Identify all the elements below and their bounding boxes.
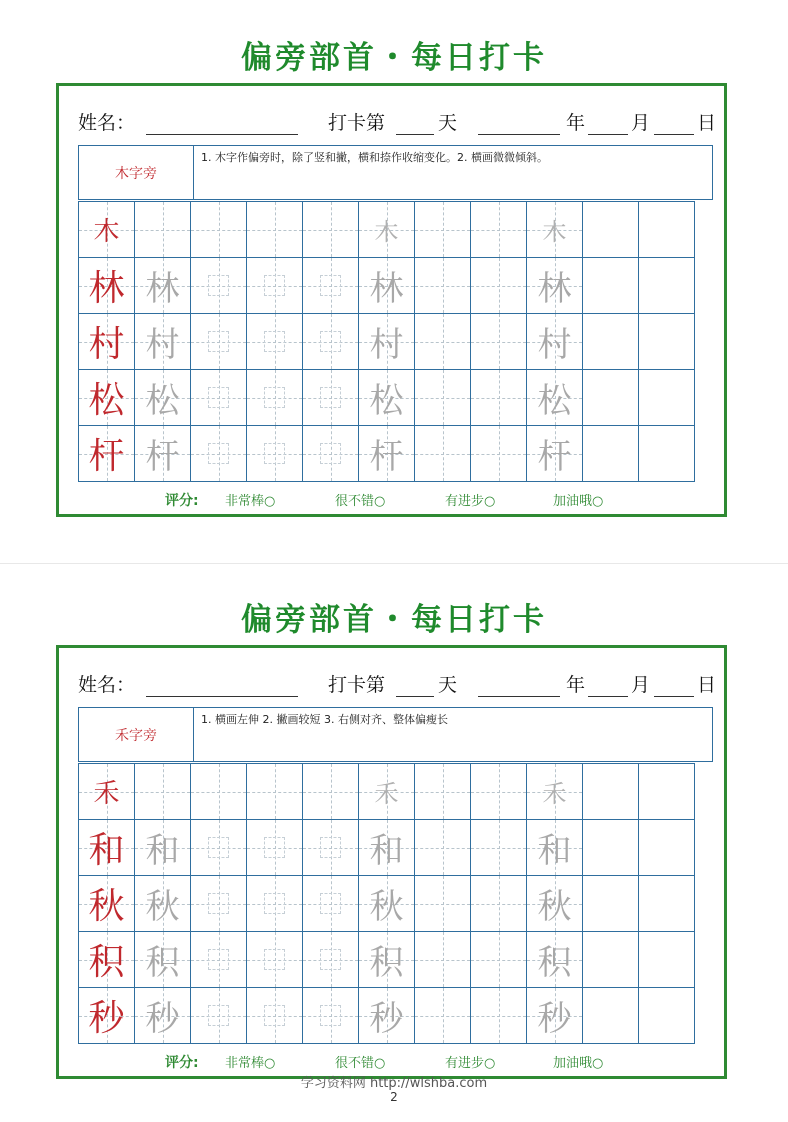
grid-cell[interactable] — [526, 201, 583, 258]
trace-char: 松 — [145, 381, 180, 421]
grid-cell[interactable] — [470, 257, 527, 314]
name-blank[interactable] — [146, 696, 298, 697]
grid-cell[interactable] — [470, 313, 527, 370]
model-char: 秒 — [88, 998, 125, 1039]
guide-line-vertical — [443, 764, 444, 819]
practice-grid — [78, 763, 705, 1048]
guide-line-vertical — [443, 314, 444, 369]
grid-cell[interactable] — [414, 931, 471, 988]
practice-square — [264, 387, 285, 408]
grid-cell[interactable] — [582, 875, 639, 932]
trace-char: 秒 — [369, 999, 404, 1039]
grid-cell[interactable] — [190, 987, 247, 1044]
year-blank[interactable] — [478, 696, 560, 697]
trace-char: 杆 — [145, 437, 180, 477]
month-label: 月 — [631, 112, 651, 134]
grid-cell[interactable] — [190, 875, 247, 932]
grid-cell[interactable] — [190, 931, 247, 988]
guide-line-vertical — [499, 314, 500, 369]
writing-tip: 1. 横画左伸 2. 撇画较短 3. 右侧对齐、整体偏瘦长 — [201, 713, 448, 726]
grid-cell[interactable] — [414, 875, 471, 932]
grid-cell[interactable] — [358, 875, 415, 932]
practice-card — [56, 645, 727, 1079]
grid-cell[interactable] — [470, 763, 527, 820]
grid-cell[interactable] — [78, 425, 135, 482]
grid-cell[interactable] — [78, 987, 135, 1044]
day-suffix: 天 — [438, 674, 458, 696]
trace-char: 秋 — [537, 887, 572, 927]
grid-cell[interactable] — [470, 425, 527, 482]
grid-cell[interactable] — [134, 819, 191, 876]
grid-cell[interactable] — [78, 819, 135, 876]
grid-cell[interactable] — [190, 763, 247, 820]
guide-line-vertical — [275, 764, 276, 819]
guide-line-vertical — [443, 370, 444, 425]
guide-line-vertical — [443, 258, 444, 313]
practice-square — [208, 893, 229, 914]
grid-cell[interactable] — [302, 763, 359, 820]
practice-square — [208, 331, 229, 352]
grid-cell[interactable] — [638, 201, 695, 258]
guide-line-vertical — [443, 932, 444, 987]
grid-cell[interactable] — [470, 201, 527, 258]
name-blank[interactable] — [146, 134, 298, 135]
grid-cell[interactable] — [246, 987, 303, 1044]
trace-char: 村 — [145, 325, 180, 365]
trace-char: 林 — [369, 269, 404, 309]
grid-cell[interactable] — [414, 425, 471, 482]
model-char: 松 — [88, 380, 125, 421]
grid-cell[interactable] — [246, 257, 303, 314]
page-number: 2 — [390, 1090, 398, 1104]
score-option-progress[interactable]: 有进步○ — [445, 494, 496, 509]
grid-cell[interactable] — [526, 369, 583, 426]
trace-char: 积 — [369, 943, 404, 983]
grid-cell[interactable] — [302, 369, 359, 426]
name-label: 姓名： — [78, 112, 136, 134]
grid-cell[interactable] — [414, 201, 471, 258]
grid-cell[interactable] — [638, 931, 695, 988]
guide-line-vertical — [443, 820, 444, 875]
trace-char: 积 — [537, 943, 572, 983]
score-option-progress[interactable]: 有进步○ — [445, 1056, 496, 1071]
grid-cell[interactable] — [582, 313, 639, 370]
practice-square — [264, 837, 285, 858]
grid-cell[interactable] — [638, 875, 695, 932]
grid-cell[interactable] — [134, 875, 191, 932]
grid-cell[interactable] — [246, 875, 303, 932]
grid-cell[interactable] — [526, 313, 583, 370]
guide-line-vertical — [275, 202, 276, 257]
model-char: 积 — [88, 942, 125, 983]
grid-cell[interactable] — [638, 257, 695, 314]
grid-cell[interactable] — [470, 369, 527, 426]
grid-cell[interactable] — [470, 819, 527, 876]
practice-square — [264, 949, 285, 970]
grid-cell[interactable] — [582, 987, 639, 1044]
grid-cell[interactable] — [302, 313, 359, 370]
grid-cell[interactable] — [526, 257, 583, 314]
guide-line-vertical — [499, 988, 500, 1043]
grid-cell[interactable] — [638, 313, 695, 370]
trace-char: 林 — [145, 269, 180, 309]
grid-cell[interactable] — [526, 875, 583, 932]
guide-line-vertical — [443, 988, 444, 1043]
grid-cell[interactable] — [358, 313, 415, 370]
trace-char: 杆 — [369, 437, 404, 477]
date-label: 日 — [697, 112, 717, 134]
grid-cell[interactable] — [246, 201, 303, 258]
guide-line-vertical — [443, 876, 444, 931]
grid-cell[interactable] — [302, 987, 359, 1044]
guide-line-vertical — [499, 258, 500, 313]
practice-square — [208, 443, 229, 464]
grid-cell[interactable] — [78, 875, 135, 932]
name-label: 姓名： — [78, 674, 136, 696]
practice-square — [320, 443, 341, 464]
grid-cell[interactable] — [358, 763, 415, 820]
grid-cell[interactable] — [526, 931, 583, 988]
grid-cell[interactable] — [246, 369, 303, 426]
grid-cell[interactable] — [134, 425, 191, 482]
grid-cell[interactable] — [358, 369, 415, 426]
page-separator — [0, 563, 788, 564]
grid-cell[interactable] — [134, 201, 191, 258]
grid-cell[interactable] — [302, 875, 359, 932]
score-option-excellent[interactable]: 非常棒○ — [225, 1056, 276, 1071]
practice-square — [264, 275, 285, 296]
grid-cell[interactable] — [190, 257, 247, 314]
grid-cell[interactable] — [358, 987, 415, 1044]
grid-cell[interactable] — [638, 425, 695, 482]
month-blank[interactable] — [588, 134, 628, 135]
card-header — [78, 108, 718, 138]
guide-line-vertical — [499, 820, 500, 875]
info-box — [78, 707, 713, 762]
score-option-keep-going[interactable]: 加油哦○ — [553, 1056, 604, 1071]
page-title: 偏旁部首・每日打卡 — [241, 602, 547, 638]
trace-char: 秒 — [537, 999, 572, 1039]
grid-cell[interactable] — [470, 987, 527, 1044]
grid-cell[interactable] — [302, 931, 359, 988]
practice-square — [208, 1005, 229, 1026]
score-option-keep-going[interactable]: 加油哦○ — [553, 494, 604, 509]
grid-cell[interactable] — [134, 369, 191, 426]
grid-cell[interactable] — [246, 819, 303, 876]
card-header — [78, 670, 718, 700]
score-label: 评分: — [165, 493, 199, 509]
grid-cell[interactable] — [246, 313, 303, 370]
month-label: 月 — [631, 674, 651, 696]
guide-line-vertical — [443, 202, 444, 257]
practice-square — [264, 443, 285, 464]
date-blank[interactable] — [654, 696, 694, 697]
grid-cell[interactable] — [190, 425, 247, 482]
year-label: 年 — [566, 112, 586, 134]
grid-cell[interactable] — [582, 369, 639, 426]
model-char: 秋 — [88, 886, 125, 927]
day-prefix: 打卡第 — [328, 674, 386, 696]
score-option-excellent[interactable]: 非常棒○ — [225, 494, 276, 509]
model-char: 和 — [88, 830, 125, 871]
grid-cell[interactable] — [302, 819, 359, 876]
radical-trace-char: 木 — [542, 218, 567, 246]
site-footer: 学习资料网 http://wlshba.com — [300, 1076, 488, 1091]
grid-cell[interactable] — [358, 819, 415, 876]
day-blank[interactable] — [396, 696, 434, 697]
guide-line-vertical — [499, 876, 500, 931]
trace-char: 松 — [369, 381, 404, 421]
radical-model-char: 木 — [93, 217, 120, 247]
grid-cell[interactable] — [190, 313, 247, 370]
guide-line-vertical — [499, 202, 500, 257]
score-option-good[interactable]: 很不错○ — [335, 494, 386, 509]
grid-cell[interactable] — [134, 257, 191, 314]
guide-line-vertical — [219, 764, 220, 819]
grid-cell[interactable] — [414, 763, 471, 820]
grid-cell[interactable] — [134, 763, 191, 820]
date-blank[interactable] — [654, 134, 694, 135]
grid-cell[interactable] — [134, 313, 191, 370]
grid-cell[interactable] — [582, 819, 639, 876]
grid-cell[interactable] — [414, 369, 471, 426]
radical-trace-char: 禾 — [374, 780, 399, 808]
day-suffix: 天 — [438, 112, 458, 134]
grid-cell[interactable] — [78, 201, 135, 258]
writing-tip: 1. 木字作偏旁时，除了竖和撇，横和捺作收缩变化。2. 横画微微倾斜。 — [201, 151, 548, 164]
trace-char: 和 — [145, 831, 180, 871]
grid-cell[interactable] — [190, 201, 247, 258]
practice-square — [320, 387, 341, 408]
radical-trace-char: 禾 — [542, 780, 567, 808]
guide-line-vertical — [499, 932, 500, 987]
model-char: 杆 — [88, 436, 125, 477]
radical-model-char: 禾 — [93, 779, 120, 809]
radical-label: 禾字旁 — [79, 708, 194, 761]
radical-label: 木字旁 — [79, 146, 194, 199]
grid-cell[interactable] — [526, 763, 583, 820]
practice-square — [320, 1005, 341, 1026]
grid-cell[interactable] — [470, 931, 527, 988]
grid-cell[interactable] — [358, 931, 415, 988]
practice-square — [264, 1005, 285, 1026]
practice-square — [208, 275, 229, 296]
year-label: 年 — [566, 674, 586, 696]
grid-cell[interactable] — [190, 369, 247, 426]
month-blank[interactable] — [588, 696, 628, 697]
grid-cell[interactable] — [358, 425, 415, 482]
grid-cell[interactable] — [190, 819, 247, 876]
grid-cell[interactable] — [246, 763, 303, 820]
grid-cell[interactable] — [526, 987, 583, 1044]
grid-cell[interactable] — [78, 931, 135, 988]
trace-char: 杆 — [537, 437, 572, 477]
grid-cell[interactable] — [78, 313, 135, 370]
grid-cell[interactable] — [414, 987, 471, 1044]
info-box — [78, 145, 713, 200]
guide-line-vertical — [163, 202, 164, 257]
grid-cell[interactable] — [582, 201, 639, 258]
practice-square — [320, 893, 341, 914]
grid-cell[interactable] — [526, 425, 583, 482]
grid-cell[interactable] — [134, 987, 191, 1044]
trace-char: 积 — [145, 943, 180, 983]
grid-cell[interactable] — [302, 425, 359, 482]
grid-cell[interactable] — [582, 931, 639, 988]
grid-cell[interactable] — [302, 257, 359, 314]
model-char: 村 — [88, 324, 125, 365]
radical-trace-char: 木 — [374, 218, 399, 246]
practice-grid — [78, 201, 705, 486]
trace-char: 秋 — [145, 887, 180, 927]
trace-char: 村 — [369, 325, 404, 365]
practice-square — [208, 387, 229, 408]
trace-char: 松 — [537, 381, 572, 421]
guide-line-vertical — [219, 202, 220, 257]
day-blank[interactable] — [396, 134, 434, 135]
grid-cell[interactable] — [638, 819, 695, 876]
page-title: 偏旁部首・每日打卡 — [241, 40, 547, 76]
trace-char: 村 — [537, 325, 572, 365]
score-option-good[interactable]: 很不错○ — [335, 1056, 386, 1071]
practice-square — [264, 331, 285, 352]
guide-line-vertical — [443, 426, 444, 481]
grid-cell[interactable] — [582, 425, 639, 482]
grid-cell[interactable] — [134, 931, 191, 988]
score-label: 评分: — [165, 1055, 199, 1071]
grid-cell[interactable] — [246, 931, 303, 988]
grid-cell[interactable] — [246, 425, 303, 482]
practice-square — [320, 837, 341, 858]
guide-line-vertical — [331, 202, 332, 257]
practice-card — [56, 83, 727, 517]
grid-cell[interactable] — [414, 819, 471, 876]
trace-char: 秒 — [145, 999, 180, 1039]
practice-square — [320, 275, 341, 296]
day-prefix: 打卡第 — [328, 112, 386, 134]
date-label: 日 — [697, 674, 717, 696]
practice-square — [320, 331, 341, 352]
guide-line-vertical — [499, 426, 500, 481]
grid-cell[interactable] — [78, 763, 135, 820]
guide-line-vertical — [331, 764, 332, 819]
grid-cell[interactable] — [582, 257, 639, 314]
grid-cell[interactable] — [638, 987, 695, 1044]
guide-line-vertical — [163, 764, 164, 819]
trace-char: 林 — [537, 269, 572, 309]
practice-square — [208, 949, 229, 970]
guide-line-vertical — [499, 764, 500, 819]
grid-cell[interactable] — [358, 257, 415, 314]
grid-cell[interactable] — [358, 201, 415, 258]
trace-char: 秋 — [369, 887, 404, 927]
guide-line-vertical — [499, 370, 500, 425]
grid-cell[interactable] — [470, 875, 527, 932]
year-blank[interactable] — [478, 134, 560, 135]
grid-cell[interactable] — [526, 819, 583, 876]
grid-cell[interactable] — [638, 369, 695, 426]
grid-cell[interactable] — [78, 369, 135, 426]
grid-cell[interactable] — [414, 313, 471, 370]
trace-char: 和 — [369, 831, 404, 871]
grid-cell[interactable] — [78, 257, 135, 314]
grid-cell[interactable] — [302, 201, 359, 258]
grid-cell[interactable] — [582, 763, 639, 820]
grid-cell[interactable] — [414, 257, 471, 314]
practice-square — [264, 893, 285, 914]
grid-cell[interactable] — [638, 763, 695, 820]
practice-square — [208, 837, 229, 858]
practice-square — [320, 949, 341, 970]
trace-char: 和 — [537, 831, 572, 871]
model-char: 林 — [88, 268, 125, 309]
